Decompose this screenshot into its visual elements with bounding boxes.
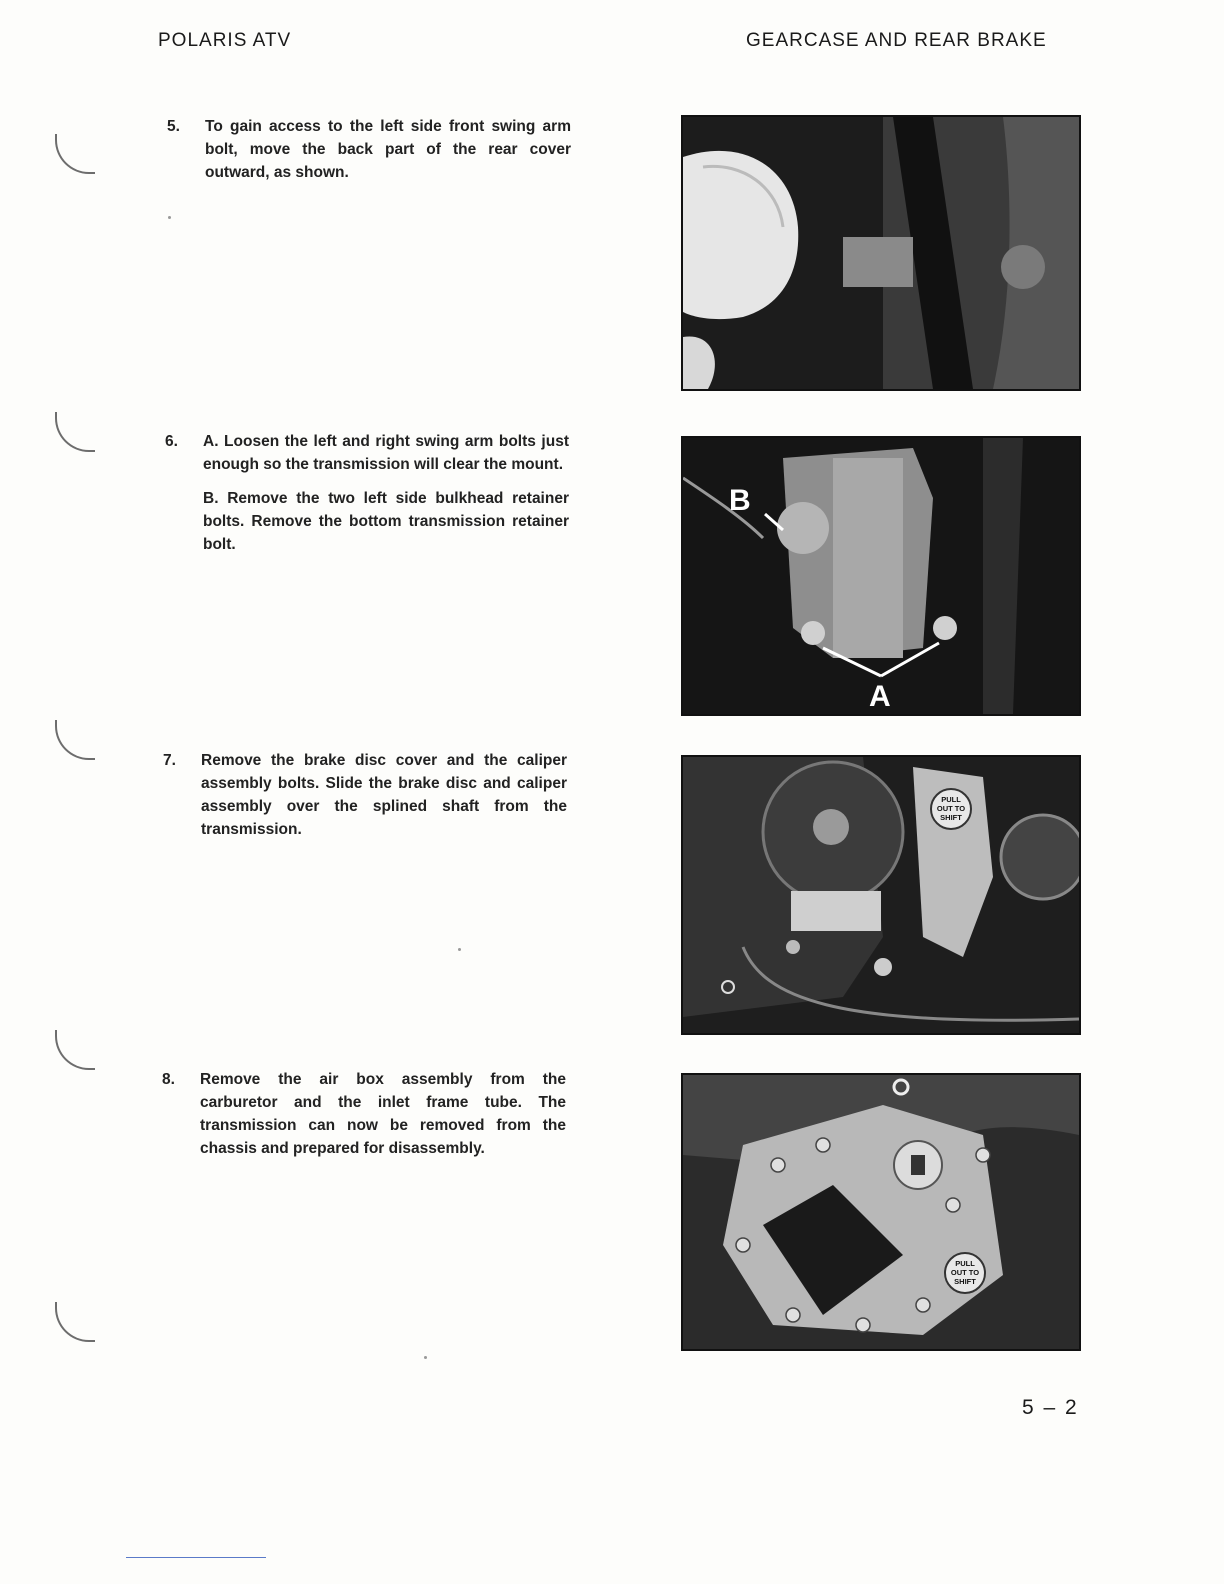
photo-swing-arm-bolts [681,436,1081,716]
photo-rear-cover [681,115,1081,391]
step-paragraph-b: B. Remove the two left side bulkhead retainer bolts. Remove the bottom transmission retainer bolt. [203,490,569,553]
binder-hole-mark [55,1302,95,1342]
step-number: 5. [167,118,180,135]
step-text [203,430,569,567]
knob-label-line: PULL [955,1259,975,1268]
photo-transmission-removed [681,1073,1081,1351]
step-text [201,749,567,852]
scan-speck [424,1356,427,1359]
knob-label-line: OUT TO [936,804,966,813]
step-paragraph-a: A. Loosen the left and right swing arm bolts just enough so the transmission will clear the mount. [203,433,569,473]
binder-hole-mark [55,134,95,174]
knob-label-line: SHIFT [940,813,962,822]
binder-hole-mark [55,1030,95,1070]
callout-a: A [869,680,891,713]
header-right: GEARCASE AND REAR BRAKE [746,30,1047,51]
binder-hole-mark [55,412,95,452]
step-paragraph: Remove the air box assembly from the carburetor and the inlet frame tube. The transmission can now be removed from the chassis and prepared for disassembly. [200,1071,566,1157]
footer-rule [126,1557,266,1558]
step-number: 7. [163,752,176,769]
scan-speck [168,216,171,219]
callout-b: B [729,484,751,517]
binder-hole-mark [55,720,95,760]
page-number: 5 – 2 [1022,1396,1079,1419]
photo-brake-disc-cover [681,755,1081,1035]
step-text [205,115,571,195]
step-paragraph: Remove the brake disc cover and the caliper assembly bolts. Slide the brake disc and caliper assembly over the splined shaft from the transmission. [201,752,567,838]
scan-speck [458,948,461,951]
step-text [200,1068,566,1171]
knob-label-line: SHIFT [954,1277,976,1286]
header-left: POLARIS ATV [158,30,292,51]
knob-label-line: OUT TO [950,1268,980,1277]
step-paragraph: To gain access to the left side front swing arm bolt, move the back part of the rear cover outward, as shown. [205,118,571,181]
step-number: 8. [162,1071,175,1088]
knob-label-line: PULL [941,795,961,804]
step-number: 6. [165,433,178,450]
